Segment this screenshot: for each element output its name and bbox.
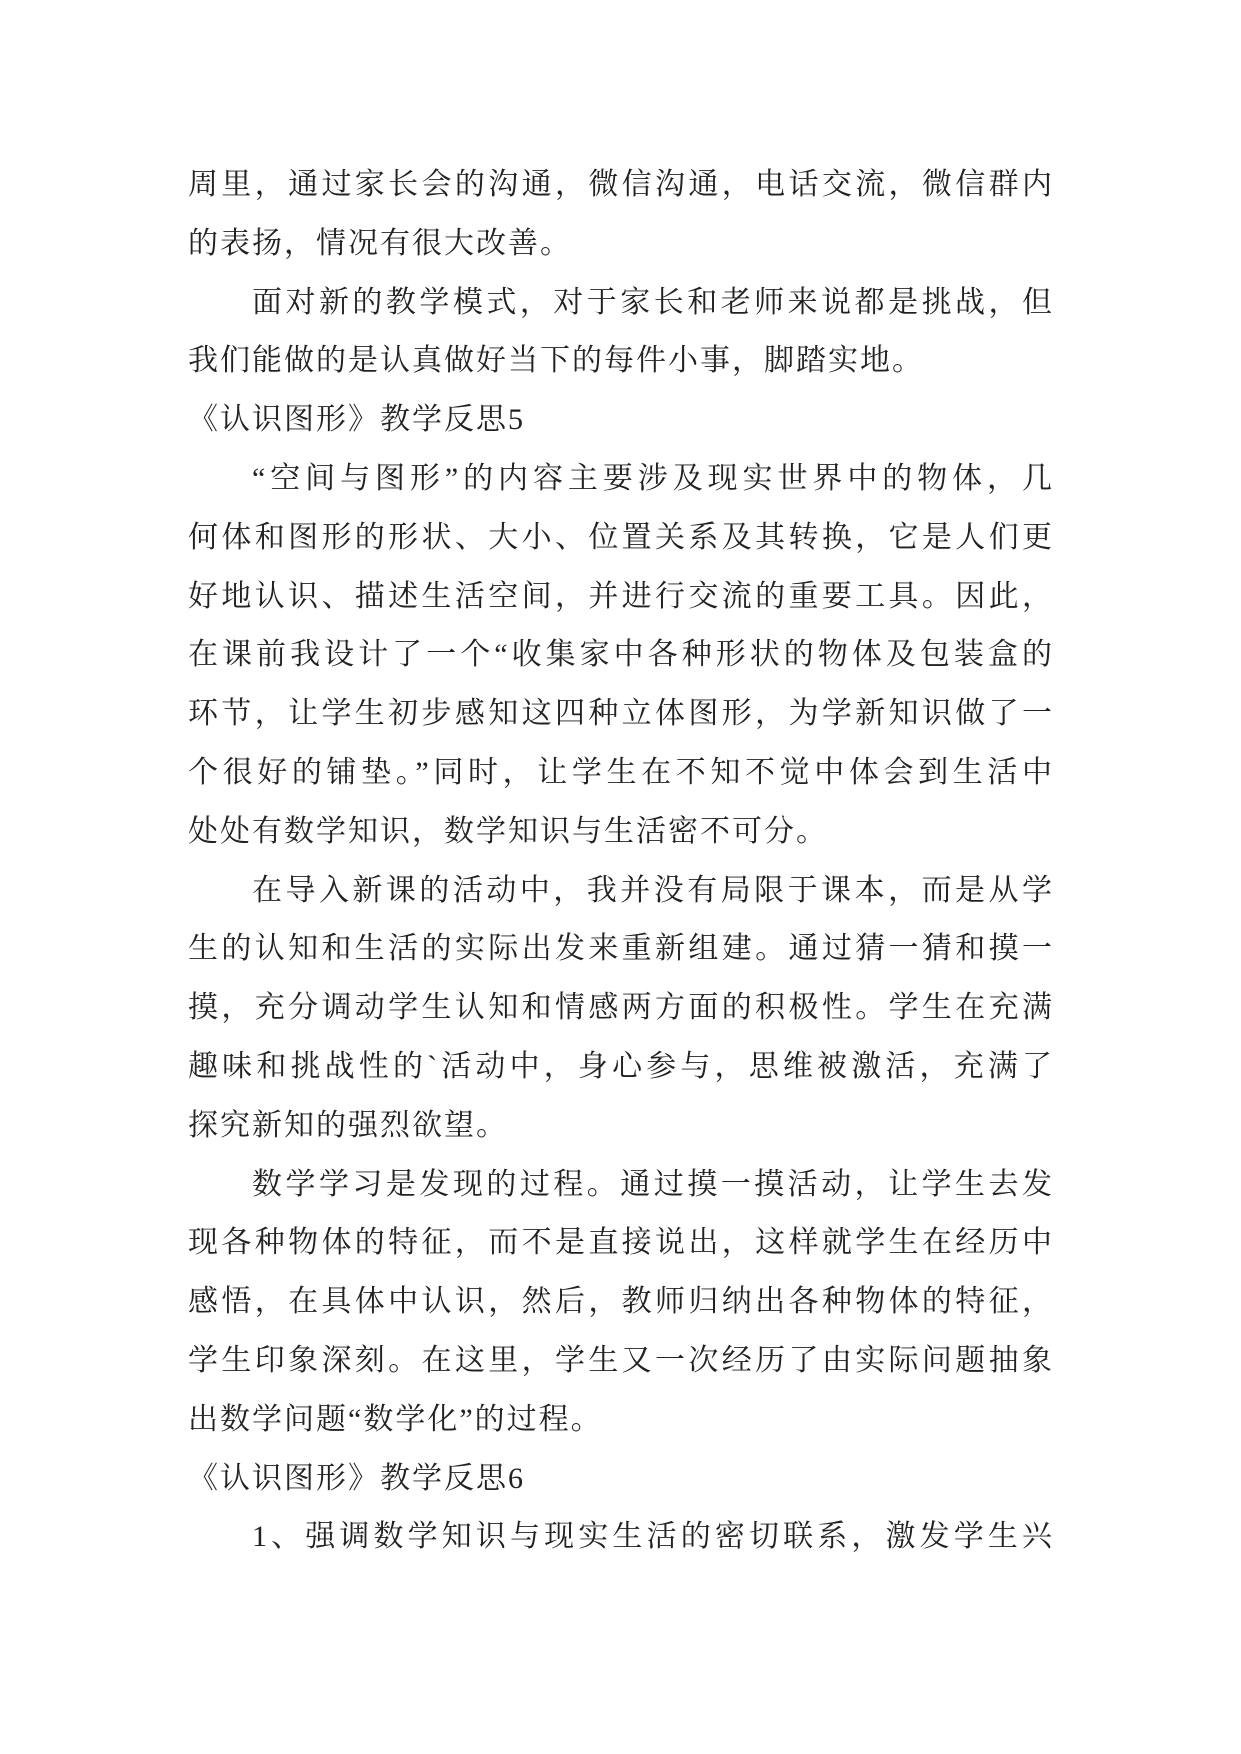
text-line: 处处有数学知识，数学知识与生活密不可分。 [188, 814, 828, 848]
text-line: 生的认知和生活的实际出发来重新组建。通过猜一猜和摸一 [188, 932, 1054, 966]
paragraph [188, 156, 1054, 274]
text-line: 现各种物体的特征，而不是直接说出，这样就学生在经历中 [188, 1226, 1054, 1260]
text-line: 个很好的铺垫。”同时，让学生在不知不觉中体会到生活中 [188, 755, 1054, 789]
text-line: 1、强调数学知识与现实生活的密切联系，激发学生兴 [252, 1520, 1054, 1554]
paragraph [188, 450, 1054, 862]
section-reflection-5 [188, 391, 1054, 1449]
paragraph [188, 1508, 1054, 1567]
text-line: 在课前我设计了一个“收集家中各种形状的物体及包装盒的 [188, 638, 1054, 672]
text-line: 感悟，在具体中认识，然后，教师归纳出各种物体的特征， [188, 1285, 1054, 1319]
text-line: 周里，通过家长会的沟通，微信沟通，电话交流，微信群内 [188, 168, 1054, 201]
text-line: 何体和图形的形状、大小、位置关系及其转换，它是人们更 [188, 520, 1054, 554]
text-line: 摸，充分调动学生认知和情感两方面的积极性。学生在充满 [188, 991, 1054, 1025]
document-body [188, 156, 1054, 1567]
paragraph [188, 862, 1054, 1156]
text-line: 好地认识、描述生活空间，并进行交流的重要工具。因此， [188, 579, 1054, 613]
text-line: 环节，让学生初步感知这四种立体图形，为学新知识做了一 [188, 697, 1054, 731]
text-line: 学生印象深刻。在这里，学生又一次经历了由实际问题抽象 [188, 1343, 1054, 1377]
section-heading: 《认识图形》教学反思5 [188, 403, 525, 437]
text-line: 面对新的教学模式，对于家长和老师来说都是挑战，但 [252, 285, 1054, 319]
text-line: 我们能做的是认真做好当下的每件小事，脚踏实地。 [188, 344, 924, 378]
paragraph [188, 1156, 1054, 1450]
text-line: 数学学习是发现的过程。通过摸一摸活动，让学生去发 [252, 1167, 1054, 1201]
text-line: 探究新知的强烈欲望。 [188, 1108, 508, 1142]
text-line: 在导入新课的活动中，我并没有局限于课本，而是从学 [252, 873, 1054, 907]
text-line: 趣味和挑战性的`活动中，身心参与，思维被激活，充满了 [188, 1049, 1054, 1083]
section-heading: 《认识图形》教学反思6 [188, 1461, 525, 1495]
section-reflection-6 [188, 1450, 1054, 1568]
text-line: 的表扬，情况有很大改善。 [188, 226, 572, 260]
paragraph [188, 274, 1054, 392]
text-line: 出数学问题“数学化”的过程。 [188, 1402, 603, 1436]
text-line: “空间与图形”的内容主要涉及现实世界中的物体，几 [252, 461, 1054, 495]
